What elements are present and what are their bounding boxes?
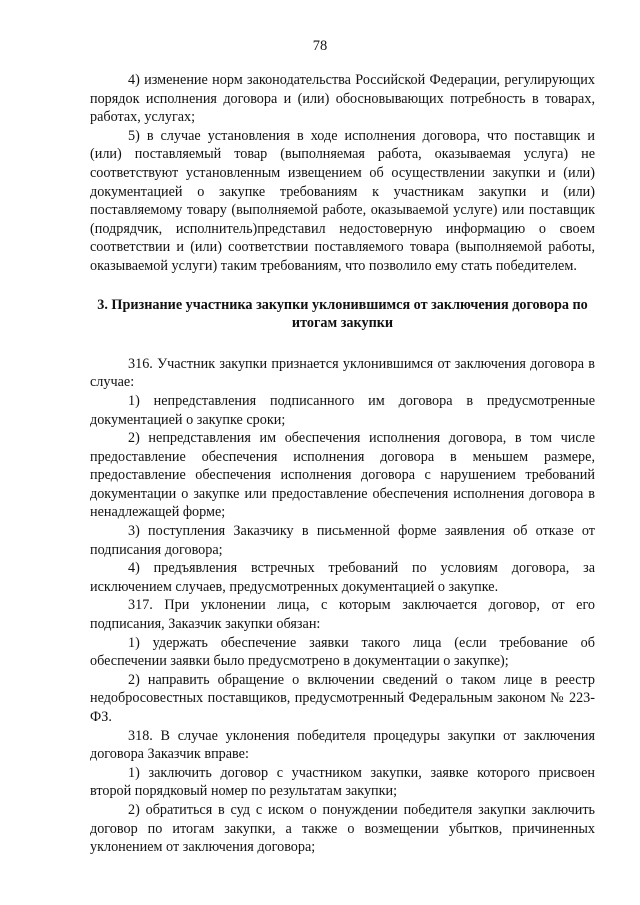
clause-317: 317. При уклонении лица, с которым заключается договор, от его подписания, Заказчик закупки обязан:: [90, 597, 595, 633]
list-item-4-legislation-change: 4) изменение норм законодательства Российской Федерации, регулирующих порядок исполнения договора и (или) обосновывающих потребность в товарах, работах, услугах;: [90, 72, 595, 126]
clause-316-item-3: 3) поступления Заказчику в письменной форме заявления об отказе от подписания договора;: [90, 523, 595, 558]
clause-316-item-1: 1) непредставления подписанного им договора в предусмотренные документацией о закупке сроки;: [90, 392, 595, 428]
document-body: [90, 71, 595, 857]
clause-317-item-2: 2) направить обращение о включении сведений о таком лице в реестр недобросовестных поставщиков, предусмотренный Федеральным законом № 223-ФЗ.: [90, 671, 595, 725]
section-heading: 3. Признание участника закупки уклонившимся от заключения договора по итогам закупки: [97, 296, 588, 332]
clause-318: 318. В случае уклонения победителя процедуры закупки от заключения договора Заказчик вправе:: [90, 727, 595, 763]
clause-318-item-1: 1) заключить договор с участником закупки, заявке которого присвоен второй порядковый номер по результатам закупки;: [90, 764, 595, 800]
clause-316-item-2: 2) непредставления им обеспечения исполнения договора, в том числе предоставление обеспечения исполнения договора в меньшем размере, предоставление обеспечения исполнения договора с нарушением требований документации о закупке или предоставление обеспечения исполнения договора в ненадлежащей форме;: [90, 430, 595, 521]
clause-316-item-4: 4) предъявления встречных требований по условиям договора, за исключением случаев, предусмотренных документацией о закупке.: [90, 560, 595, 595]
clause-316: 316. Участник закупки признается уклонившимся от заключения договора в случае:: [90, 355, 595, 391]
clause-317-item-1: 1) удержать обеспечение заявки такого лица (если требование об обеспечении заявки было предусмотрено в документации о закупке);: [90, 634, 595, 670]
page-number: 78: [312, 38, 328, 54]
list-item-5-supplier-noncompliance: 5) в случае установления в ходе исполнения договора, что поставщик и (или) поставляемый товар (выполняемая работа, оказываемая услуга) не соответствуют установленным извещением об осуществлении закупки и (или) документацией о закупке требованиям к участникам закупки и (или) поставляемому товару (выполняемой работе, оказываемой услуге) или поставщик (подрядчик, исполнитель)представил недостоверную информацию о своем соответствии и (или) соответствии поставляемого товара (выполняемой работы, оказываемой услуги) таким требованиям, что позволило ему стать победителем.: [90, 127, 595, 274]
clause-318-item-2: 2) обратиться в суд с иском о понуждении победителя закупки заключить договор по итогам закупки, а также о возмещении убытков, причиненных уклонением от заключения договора;: [90, 801, 595, 856]
